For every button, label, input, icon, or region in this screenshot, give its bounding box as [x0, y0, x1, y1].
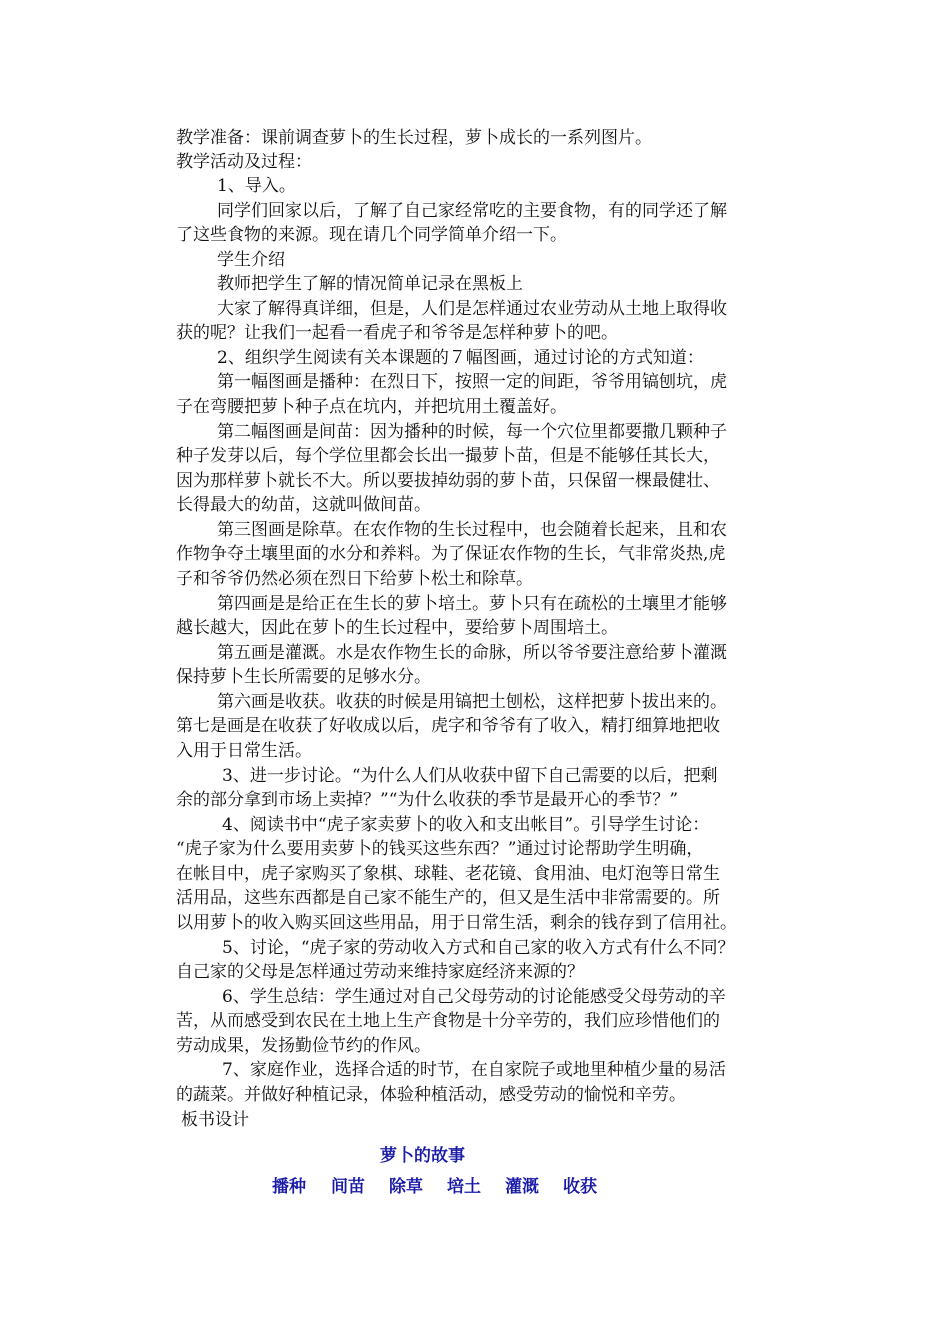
board-step: 除草: [389, 1177, 423, 1197]
text-line: 越长越大，因此在萝卜的生长过程中，要给萝卜周围培土。: [176, 618, 618, 638]
text-line: 保持萝卜生长所需要的足够水分。: [176, 667, 431, 687]
text-line: 子和爷爷仍然必须在烈日下给萝卜松土和除草。: [176, 569, 533, 589]
text-line: 1、导入。: [217, 176, 296, 196]
text-line: “虎子家为什么要用卖萝卜的钱买这些东西？”通过讨论帮助学生明确，: [176, 839, 704, 859]
text-line: 作物争夺土壤里面的水分和养料。为了保证农作物的生长，气非常炎热,虎: [176, 544, 726, 564]
text-line: 6、学生总结：学生通过对自己父母劳动的讨论能感受父母劳动的辛: [222, 987, 726, 1007]
text-line: 7、家庭作业，选择合适的时节，在自家院子或地里种植少量的易活: [222, 1060, 726, 1080]
text-line: 入用于日常生活。: [176, 741, 312, 761]
text-line: 获的呢？让我们一起看一看虎子和爷爷是怎样种萝卜的吧。: [176, 323, 618, 343]
text-line: 因为那样萝卜就长不大。所以要拔掉幼弱的萝卜苗，只保留一棵最健壮、: [176, 471, 720, 491]
text-line: 长得最大的幼苗，这就叫做间苗。: [176, 495, 431, 515]
text-line: 教学准备：课前调查萝卜的生长过程，萝卜成长的一系列图片。: [176, 128, 652, 148]
text-line: 教学活动及过程：: [176, 152, 312, 172]
text-line: 苦，从而感受到农民在土地上生产食物是十分辛劳的，我们应珍惜他们的: [176, 1011, 720, 1031]
text-line: 第五画是灌溉。水是农作物生长的命脉，所以爷爷要注意给萝卜灌溉: [217, 643, 727, 663]
text-line: 第七是画是在收获了好收成以后，虎字和爷爷有了收入，精打细算地把收: [176, 716, 720, 736]
text-line: 第六画是收获。收获的时候是用镐把土刨松，这样把萝卜拔出来的。: [217, 692, 727, 712]
text-line: 活用品，这些东西都是自己家不能生产的，但又是生活中非常需要的。所: [176, 888, 720, 908]
text-line: 的蔬菜。并做好种植记录，体验种植活动，感受劳动的愉悦和辛劳。: [176, 1085, 686, 1105]
text-line: 第二幅图画是间苗：因为播种的时候，每一个穴位里都要撒几颗种子: [217, 422, 727, 442]
text-line: 在帐目中，虎子家购买了象棋、球鞋、老花镜、食用油、电灯泡等日常生: [176, 864, 720, 884]
text-line: 第一幅图画是播种：在烈日下，按照一定的间距，爷爷用镐刨坑，虎: [217, 372, 727, 392]
text-line: 自己家的父母是怎样通过劳动来维持家庭经济来源的？: [176, 962, 584, 982]
text-line: 2、组织学生阅读有关本课题的７幅图画，通过讨论的方式知道：: [217, 348, 704, 368]
board-step: 培土: [447, 1177, 481, 1197]
text-line: 种子发芽以后，每个学位里都会长出一撮萝卜苗，但是不能够任其长大，: [176, 446, 720, 466]
board-step: 播种: [272, 1177, 306, 1197]
text-line: 劳动成果，发扬勤俭节约的作风。: [176, 1036, 431, 1056]
text-line: 余的部分拿到市场上卖掉？”“为什么收获的季节是最开心的季节？”: [176, 790, 679, 810]
board-title: 萝卜的故事: [380, 1146, 465, 1166]
board-step: 灌溉: [505, 1177, 539, 1197]
text-line: 以用萝卜的收入购买回这些用品，用于日常生活，剩余的钱存到了信用社。: [176, 913, 737, 933]
text-line: 板书设计: [181, 1110, 249, 1130]
text-line: 4、阅读书中“虎子家卖萝卜的收入和支出帐目”。引导学生讨论：: [222, 815, 710, 835]
text-line: 第四画是是给正在生长的萝卜培土。萝卜只有在疏松的土壤里才能够: [217, 594, 727, 614]
text-line: 3、进一步讨论。“为什么人们从收获中留下自己需要的以后，把剩: [222, 766, 718, 786]
text-line: 大家了解得真详细，但是，人们是怎样通过农业劳动从土地上取得收: [217, 299, 727, 319]
text-line: 同学们回家以后，了解了自己家经常吃的主要食物，有的同学还了解: [217, 201, 727, 221]
text-line: 5、讨论，“虎子家的劳动收入方式和自己家的收入方式有什么不同？: [222, 938, 735, 958]
text-line: 了这些食物的来源。现在请几个同学简单介绍一下。: [176, 225, 567, 245]
text-line: 第三图画是除草。在农作物的生长过程中，也会随着长起来，且和农: [217, 520, 727, 540]
board-step: 间苗: [331, 1177, 365, 1197]
text-line: 子在弯腰把萝卜种子点在坑内，并把坑用土覆盖好。: [176, 397, 567, 417]
text-line: 学生介绍: [217, 250, 285, 270]
text-line: 教师把学生了解的情况简单记录在黑板上: [217, 274, 523, 294]
board-step: 收获: [563, 1177, 597, 1197]
